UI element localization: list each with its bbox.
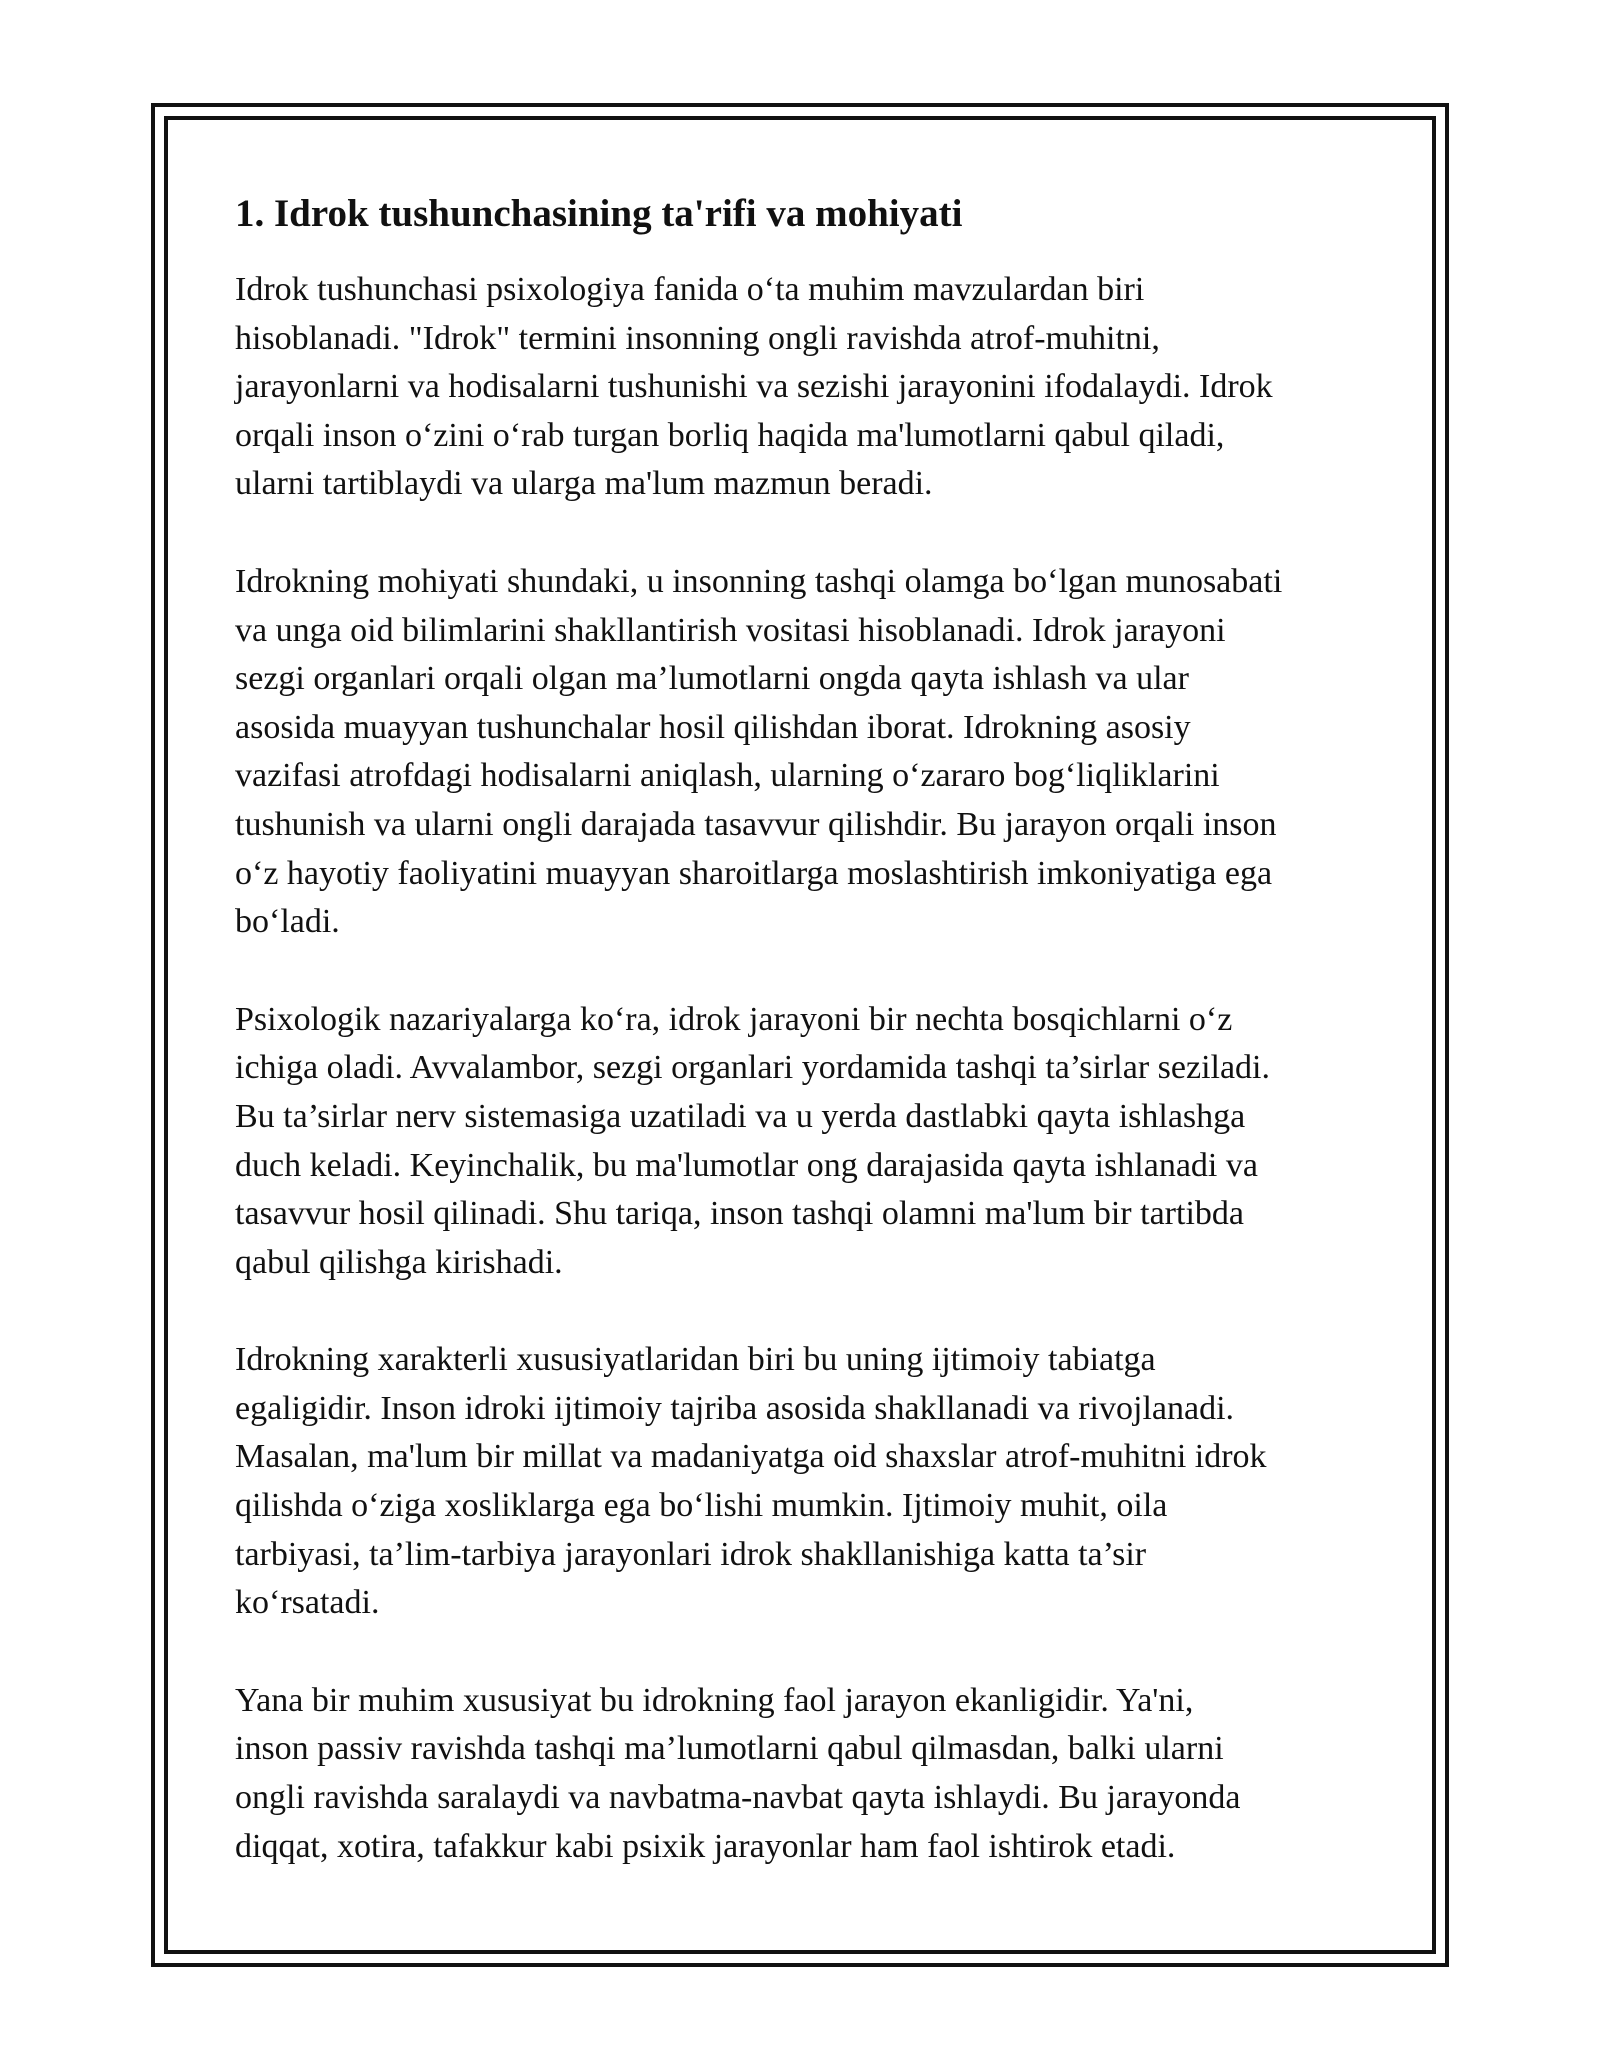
document-body (235, 190, 1370, 1920)
section-heading: 1. Idrok tushunchasining ta'rifi va mohiyati (235, 192, 963, 235)
paragraph-5: Yana bir muhim xususiyat bu idrokning faol jarayon ekanligidir. Ya'ni, inson passiv ravishda tashqi ma’lumotlarni qabul qilmasdan, balki ularni ongli ravishda saralaydi va navbatma-navbat qayta ishlaydi. Bu jarayonda diqqat, xotira, tafakkur kabi psixik jarayonlar ham faol ishtirok etadi. (235, 1681, 1241, 1865)
paragraph-2: Idrokning mohiyati shundaki, u insonning tashqi olamga bo‘lgan munosabati va unga oid bilimlarini shakllantirish vositasi hisoblanadi. Idrok jarayoni sezgi organlari orqali olgan ma’lumotlarni ongda qayta ishlash va ular asosida muayyan tushunchalar hosil qilishdan iborat. Idrokning asosiy vazifasi atrofdagi hodisalarni aniqlash, ularning o‘zararo bog‘liqliklarini tushunish va ularni ongli darajada tasavvur qilishdir. Bu jarayon orqali inson o‘z hayotiy faoliyatini muayyan sharoitlarga moslashtirish imkoniyatiga ega bo‘ladi. (235, 562, 1283, 941)
paragraph-1: Idrok tushunchasi psixologiya fanida o‘ta muhim mavzulardan biri hisoblanadi. "Idrok" termini insonning ongli ravishda atrof-muhitni, jarayonlarni va hodisalarni tushunishi va sezishi jarayonini ifodalaydi. Idrok orqali inson o‘zini o‘rab turgan borliq haqida ma'lumotlarni qabul qiladi, ularni tartiblaydi va ularga ma'lum mazmun beradi. (235, 271, 1273, 503)
paragraph-4: Idrokning xarakterli xususiyatlaridan biri bu uning ijtimoiy tabiatga egaligidir. Inson idroki ijtimoiy tajriba asosida shakllanadi va rivojlanadi. Masalan, ma'lum bir millat va madaniyatga oid shaxslar atrof-muhitni idrok qilishda o‘ziga xosliklarga ega bo‘lishi mumkin. Ijtimoiy muhit, oila tarbiyasi, ta’lim-tarbiya jarayonlari idrok shakllanishiga katta ta’sir ko‘rsatadi. (235, 1341, 1267, 1622)
paragraph-3: Psixologik nazariyalarga ko‘ra, idrok jarayoni bir nechta bosqichlarni o‘z ichiga oladi. Avvalambor, sezgi organlari yordamida tashqi ta’sirlar seziladi. Bu ta’sirlar nerv sistemasiga uzatiladi va u yerda dastlabki qayta ishlashga duch keladi. Keyinchalik, bu ma'lumotlar ong darajasida qayta ishlanadi va tasavvur hosil qilinadi. Shu tariqa, inson tashqi olamni ma'lum bir tartibda qabul qilishga kirishadi. (235, 1000, 1271, 1281)
